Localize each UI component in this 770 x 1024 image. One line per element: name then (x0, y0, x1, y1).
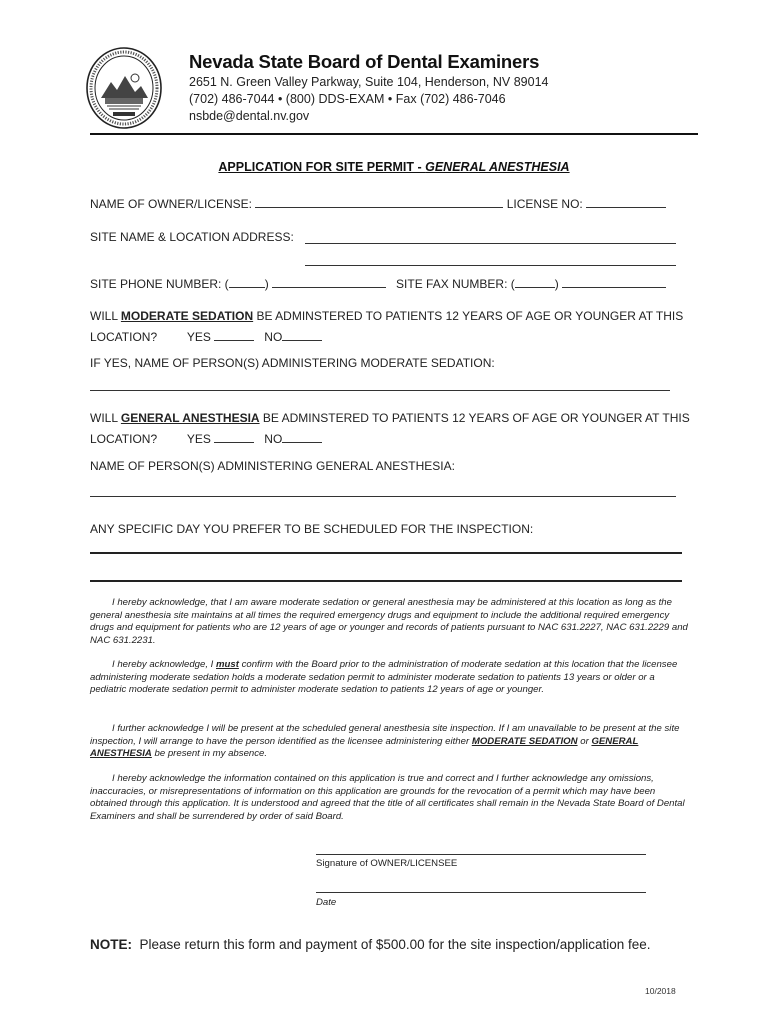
specific-day-field-2[interactable] (90, 580, 682, 582)
yes-label: YES (186, 330, 211, 344)
phone-area-field[interactable] (229, 276, 265, 288)
moderate-location-row (90, 329, 322, 344)
signature-field[interactable] (316, 854, 646, 855)
if-yes-label: IF YES, NAME OF PERSON(S) ADMINISTERING MODERATE SEDATION: (90, 356, 495, 370)
paren-close: ) (264, 277, 269, 291)
ack-paragraph-1 (90, 597, 690, 647)
paren-close: ) (554, 277, 559, 291)
date-label: Date (316, 897, 337, 908)
administered-text: BE ADMINSTERED TO PATIENTS 12 YEARS OF AGE OR YOUNGER AT THIS (253, 309, 684, 323)
ack-p2-text-b: confirm with the Board prior to the administration of moderate sedation at this location that the licensee administering moderate sedation holds a moderate sedation permit to administer moderate sedation to patients 13 years or older or a pediatric moderate sedation permit to administer moderate sedation to patients 12 years of age or younger. (90, 659, 678, 696)
form-title-prefix: APPLICATION FOR SITE PERMIT - (218, 160, 426, 174)
fax-label: SITE FAX NUMBER: ( (396, 277, 515, 291)
email-link[interactable]: nsbde@dental.nv.gov (189, 109, 310, 123)
ga-persons-field[interactable] (90, 496, 676, 497)
site-label: SITE NAME & LOCATION ADDRESS: (90, 230, 294, 244)
note (90, 937, 651, 952)
specific-day-field-1[interactable] (90, 552, 682, 554)
administered-text: BE ADMINSTERED TO PATIENTS 12 YEARS OF AGE OR YOUNGER AT THIS (259, 411, 690, 425)
moderate-yes-field[interactable] (214, 329, 254, 341)
ack-p2-text-a: I hereby acknowledge, I (112, 659, 216, 670)
ack-must: must (216, 659, 239, 670)
fax-area-field[interactable] (515, 276, 555, 288)
owner-field[interactable] (255, 196, 503, 208)
note-label: NOTE: (90, 937, 132, 952)
phone-field[interactable] (272, 276, 386, 288)
ga-yes-field[interactable] (214, 431, 254, 443)
ga-question (90, 411, 690, 425)
ack-general-anesthesia: GENERAL ANESTHESIA (90, 735, 639, 760)
phone-label: SITE PHONE NUMBER: ( (90, 277, 229, 291)
owner-label: NAME OF OWNER/LICENSE: (90, 197, 253, 211)
signature-label: Signature of OWNER/LICENSEE (316, 858, 458, 869)
header-rule (90, 133, 698, 135)
ack-paragraph-4 (90, 773, 690, 823)
nevada-state-seal-icon (85, 46, 163, 130)
yes-label: YES (186, 432, 211, 446)
site-row (90, 230, 294, 244)
fax-field[interactable] (562, 276, 666, 288)
license-field[interactable] (586, 196, 666, 208)
owner-row (90, 196, 666, 211)
site-address-field-1[interactable] (305, 243, 676, 244)
phone-fax-row (90, 276, 666, 291)
ack-p4-text: I hereby acknowledge the information contained on this application is true and correct and I further acknowledge any omissions, inaccuracies, or misrepresentations of information on this application are grounds for the revocation of a permit which may have been obtained through this application. It is understood and agreed that the title of all certificates shall remain in the Nevada State Board of Dental Examiners and shall be surrendered by order of said Board. (90, 773, 685, 822)
name-ga-label: NAME OF PERSON(S) ADMINISTERING GENERAL ANESTHESIA: (90, 459, 455, 473)
moderate-no-field[interactable] (282, 329, 322, 341)
ack-p3-text-a: I further acknowledge I will be present at the scheduled general anesthesia site inspection. If I am unavailable to be present at the site inspection, I will arrange to have the person identified as the licensee administering either (90, 723, 680, 747)
form-title-emphasis: GENERAL ANESTHESIA (425, 160, 570, 174)
will-text: WILL (90, 309, 121, 323)
ack-moderate-sedation: MODERATE SEDATION (471, 735, 578, 747)
ack-p3-text-b: be present in my absence. (151, 748, 268, 760)
board-title: Nevada State Board of Dental Examiners (189, 51, 540, 72)
specific-day-label: ANY SPECIFIC DAY YOU PREFER TO BE SCHEDULED FOR THE INSPECTION: (90, 522, 534, 536)
no-label: NO (264, 432, 283, 446)
ga-location-row (90, 431, 322, 446)
moderate-persons-field[interactable] (90, 390, 670, 391)
site-address-field-2[interactable] (305, 265, 676, 266)
note-text: Please return this form and payment of $500.00 for the site inspection/application fee. (132, 937, 651, 952)
will-text: WILL (90, 411, 121, 425)
moderate-sedation-term: MODERATE SEDATION (120, 309, 254, 323)
board-email[interactable] (189, 109, 309, 123)
board-address: 2651 N. Green Valley Parkway, Suite 104, Henderson, NV 89014 (189, 75, 549, 89)
location-question: LOCATION? (90, 432, 158, 446)
board-phones: (702) 486-7044 • (800) DDS-EXAM • Fax (702) 486-7046 (189, 92, 506, 106)
revision-date: 10/2018 (645, 986, 676, 996)
ack-paragraph-2 (90, 659, 690, 697)
general-anesthesia-term: GENERAL ANESTHESIA (120, 411, 260, 425)
ack-paragraph-3 (90, 723, 690, 761)
form-title (90, 160, 698, 174)
ack-or: or (577, 735, 592, 747)
location-question: LOCATION? (90, 330, 158, 344)
ack-p1-text: I hereby acknowledge, that I am aware moderate sedation or general anesthesia may be administered at this location as long as the general anesthesia site maintains at all times the required emergency drugs and equipment to include the additional required emergency drugs and equipment for patients who are 12 years of age or younger and records of patients pursuant to NAC 631.2227, NAC 631.2229 and NAC 631.2231. (90, 597, 688, 646)
ga-no-field[interactable] (282, 431, 322, 443)
moderate-question (90, 309, 683, 323)
date-field[interactable] (316, 892, 646, 893)
license-label: LICENSE NO: (506, 197, 583, 211)
no-label: NO (264, 330, 283, 344)
